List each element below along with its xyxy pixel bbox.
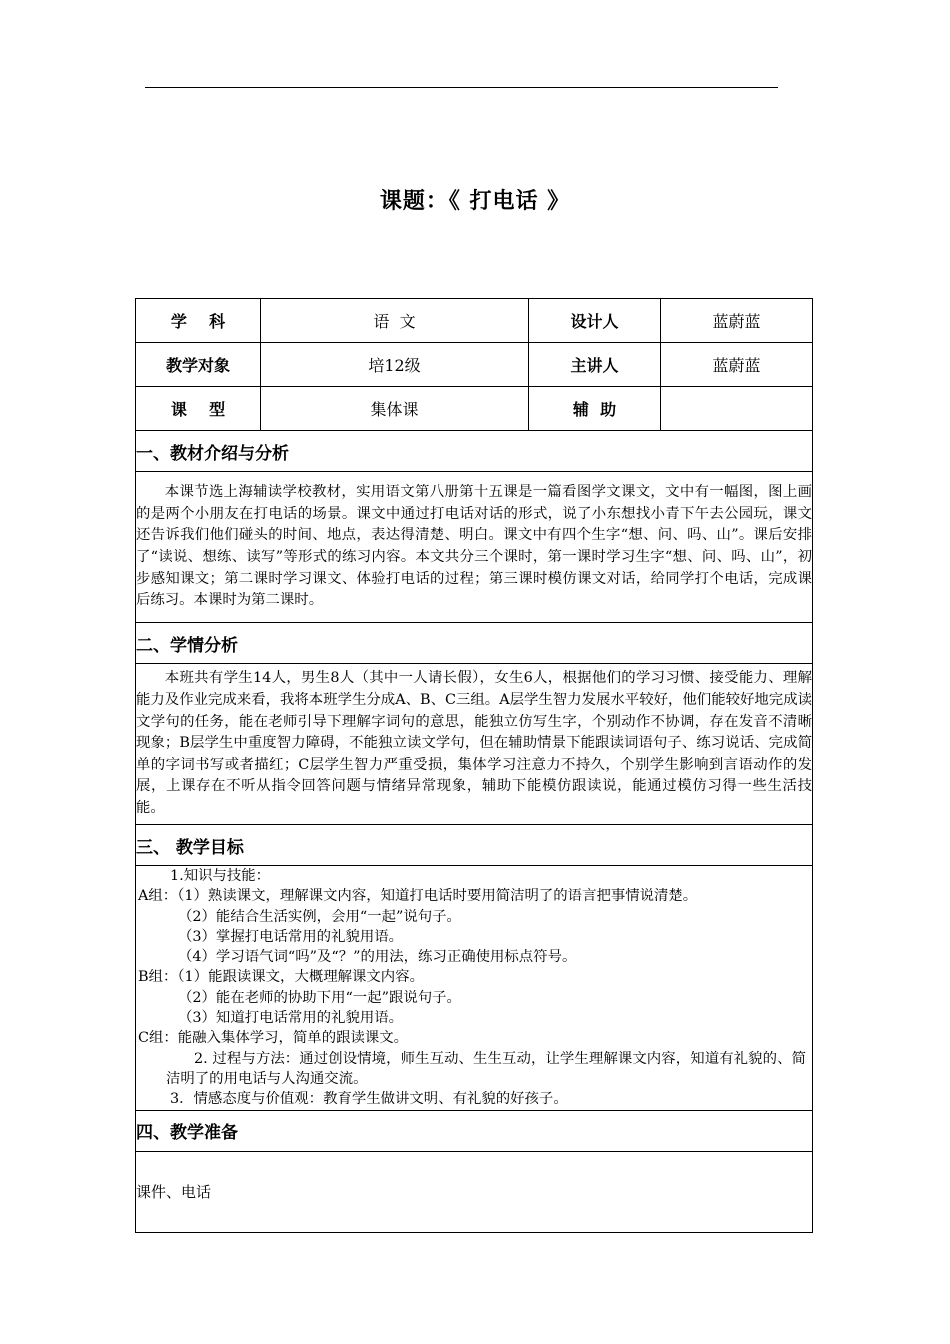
objective-text: 2. 过程与方法：通过创设情境，师生互动、生生互动，让学生理解课文内容，知道有礼貌的、简洁明了的用电话与人沟通交流。 bbox=[166, 1050, 806, 1087]
type-value: 集体课 bbox=[261, 387, 529, 431]
objective-line: （2）能在老师的协助下用“一起”跟说句子。 bbox=[178, 989, 461, 1006]
section-body-row bbox=[136, 866, 813, 1111]
section-3-heading: 三、 教学目标 bbox=[136, 825, 813, 866]
section-2-heading: 二、学情分析 bbox=[136, 623, 813, 664]
section-heading-row bbox=[136, 825, 813, 866]
lesson-title: 课题：《 打电话 》 bbox=[379, 189, 571, 214]
objective-line: A组：（1）熟读课文，理解课文内容，知道打电话时要用简洁明了的语言把事情说清楚。 bbox=[138, 888, 698, 905]
info-row-target bbox=[136, 343, 813, 387]
section-1-body bbox=[136, 472, 813, 623]
section-2-body bbox=[136, 664, 813, 825]
section-4-heading: 四、教学准备 bbox=[136, 1110, 813, 1151]
assist-value bbox=[661, 387, 813, 431]
target-value: 培12级 bbox=[261, 343, 529, 387]
section-body-row bbox=[136, 1151, 813, 1232]
section-heading-row bbox=[136, 1110, 813, 1151]
objective-line: 1.知识与技能： bbox=[170, 868, 271, 884]
section-body-row bbox=[136, 472, 813, 623]
subject-label: 学 科 bbox=[136, 299, 261, 343]
objective-line: C组：能融入集体学习，简单的跟读课文。 bbox=[138, 1030, 409, 1047]
section-heading-row bbox=[136, 431, 813, 472]
objective-line: （2）能结合生活实例，会用“一起”说句子。 bbox=[178, 908, 461, 925]
objective-line bbox=[138, 1049, 812, 1090]
header-rule bbox=[145, 87, 778, 88]
info-row-subject bbox=[136, 299, 813, 343]
type-label: 课 型 bbox=[136, 387, 261, 431]
section-1-text: 本课节选上海辅读学校教材，实用语文第八册第十五课是一篇看图学文课文，文中有一幅图，图上画的是两个小朋友在打电话的场景。课文中通过打电话对话的形式，说了小东想找小青下午去公园玩，课文还告诉我们他们碰头的时间、地点，表达得清楚、明白。课文中有四个生字“想、问、吗、山”。课后安排了“读说、想练、读写”等形式的练习内容。本文共分三个课时，第一课时学习生字“想、问、吗、山”，初步感知课文；第二课时学习课文、体验打电话的过程；第三课时模仿课文对话，给同学打个电话，完成课后练习。本课时为第二课时。 bbox=[136, 484, 812, 609]
designer-value: 蓝蔚蓝 bbox=[661, 299, 813, 343]
speaker-label: 主讲人 bbox=[529, 343, 661, 387]
objective-line: （3）知道打电话常用的礼貌用语。 bbox=[178, 1010, 404, 1027]
section-3-body bbox=[136, 866, 813, 1111]
designer-label: 设计人 bbox=[529, 299, 661, 343]
speaker-value: 蓝蔚蓝 bbox=[661, 343, 813, 387]
section-2-text: 本班共有学生14人，男生8人（其中一人请长假），女生6人，根据他们的学习习惯、接受能力、理解能力及作业完成来看，我将本班学生分成A、B、C三组。A层学生智力发展水平较好，他们能较好地完成读文学句的任务，能在老师引导下理解字词句的意思，能独立仿写生字，个别动作不协调，存在发音不清晰现象；B层学生中重度智力障碍，不能独立读文学句，但在辅助情景下能跟读词语句子、练习说话、完成简单的字词书写或者描红；C层学生智力严重受损，集体学习注意力不持久，个别学生影响到言语动作的发展，上课存在不听从指令回答问题与情绪异常现象，辅助下能模仿跟读说，能通过模仿习得一些生活技能。 bbox=[136, 670, 812, 816]
section-body-row bbox=[136, 664, 813, 825]
info-row-type bbox=[136, 387, 813, 431]
section-4-body: 课件、电话 bbox=[136, 1151, 813, 1232]
lesson-plan-table bbox=[135, 298, 813, 1233]
objective-line: （3）掌握打电话常用的礼貌用语。 bbox=[178, 928, 404, 945]
objective-line: （4）学习语气词“吗”及“？”的用法，练习正确使用标点符号。 bbox=[178, 949, 577, 966]
objective-line: B组：（1）能跟读课文，大概理解课文内容。 bbox=[138, 969, 424, 986]
subject-value: 语 文 bbox=[261, 299, 529, 343]
section-1-heading: 一、教材介绍与分析 bbox=[136, 431, 813, 472]
section-heading-row bbox=[136, 623, 813, 664]
assist-label: 辅 助 bbox=[529, 387, 661, 431]
target-label: 教学对象 bbox=[136, 343, 261, 387]
objective-line: 3．情感态度与价值观：教育学生做讲文明、有礼貌的好孩子。 bbox=[170, 1091, 568, 1108]
